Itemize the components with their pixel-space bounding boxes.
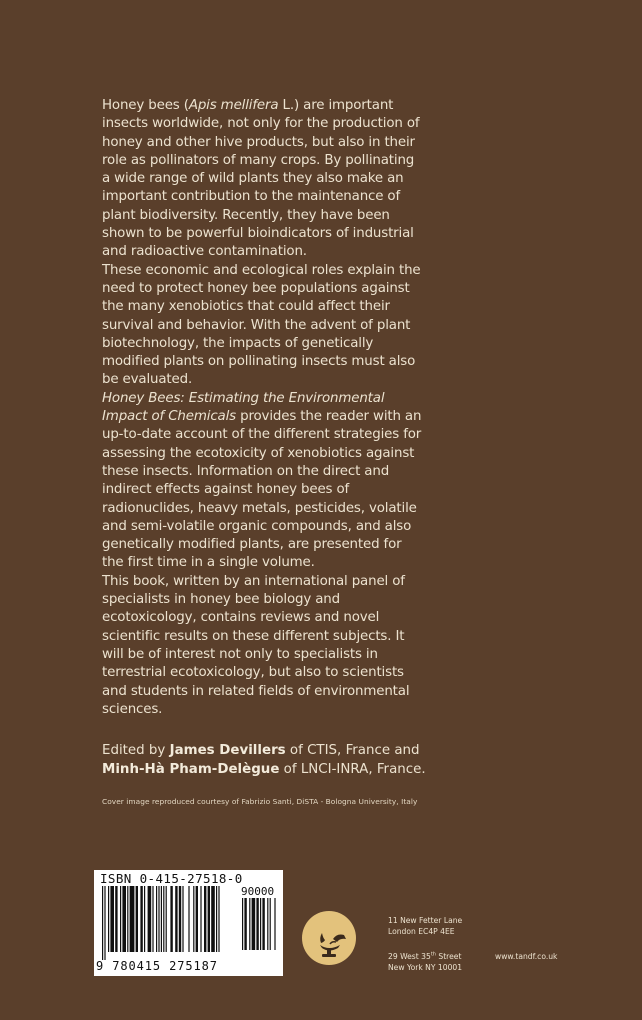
price-code: 90000 [241,885,275,898]
barcode-bar [144,886,145,952]
barcode-bar [244,898,246,950]
barcode-bar [170,886,172,952]
barcode-bar [256,898,258,950]
barcode-bar [274,898,275,950]
ean-number: 9 780415 275187 [96,959,218,973]
barcode-bar [216,886,217,952]
isbn-barcode [94,870,283,976]
barcode-bar [270,898,271,950]
publisher-address-us: 29 West 35th Street New York NY 10001 [388,951,463,972]
barcode-bar [130,886,135,952]
barcode-bar [260,898,261,950]
barcode-bar [193,886,194,952]
barcode-bar [102,886,103,960]
barcode-bar [110,886,114,952]
barcode-bar [175,886,177,952]
barcode-bar [104,886,105,960]
blurb-paragraph-4: This book, written by an international panel of specialists in honey bee biology and ecotoxicology, contains reviews and novel scientific results on these different subjects. It will be of interest not only to specialists in terrestrial ecotoxicology, but also to scientists and students in related fields of environmental sciences. [102,573,410,717]
barcode-bar [208,886,210,952]
barcode-bar [242,898,243,950]
barcode-bar [182,886,183,952]
barcode-bar [196,886,198,952]
cover-image-credit: Cover image reproduced courtesy of Fabrizio Santi, DiSTA - Bologna University, Italy [102,797,418,806]
species-name: Apis mellifera [188,98,279,113]
barcode-bar [158,886,159,952]
isbn-number: ISBN 0-415-27518-0 [100,871,243,886]
barcode-bar [179,886,181,952]
barcode-bar [252,898,256,950]
barcode-bar [152,886,153,952]
barcode-bar [115,886,117,952]
barcode-bar [163,886,164,952]
barcode-bar [108,886,109,952]
barcode-bar [166,886,167,952]
publisher-website: www.tandf.co.uk [495,952,558,961]
barcode-bar [148,886,152,952]
barcode-bars [102,886,234,960]
barcode-bar [136,886,138,952]
barcode-bar [218,886,219,952]
blurb-paragraph-2: These economic and ecological roles explain the need to protect honey bee populations against the many xenobiotics that could affect their survival and behavior. With the advent of plant biotechnology, the impacts of genetically modified plants on pollinating insects must also be evaluated. [102,262,421,388]
editors-statement: Edited by James Devillers of CTIS, France and Minh-Hà Pham-Delègue of LNCI-INRA, France. [102,743,426,777]
publisher-address-uk: 11 New Fetter Lane London EC4P 4EE [388,916,463,936]
back-cover-blurb [102,97,422,719]
barcode-bar [122,886,126,952]
barcode-bar [140,886,142,952]
barcode-bar [262,898,264,950]
barcode-bar [156,886,157,952]
editor-name: James Devillers [169,743,286,758]
barcode-bar [204,886,206,952]
barcode-bar [127,886,128,952]
lamp-and-hand-logo-icon [302,911,356,965]
barcode-bar [161,886,162,952]
barcode-bar [120,886,121,952]
barcode-bar [211,886,215,952]
editor-name: Minh-Hà Pham-Delègue [102,762,280,777]
barcode-bar [188,886,189,952]
barcode-bar [200,886,201,952]
barcode-addon-bars [242,898,278,958]
barcode-bar [249,898,250,950]
blurb-paragraph-3: Honey Bees: Estimating the Environmental Impact of Chemicals provides the reader with an up-to-date account of the different strategies for assessing the ecotoxicity of xenobiotics against these insects. Information on the direct and indirect effects against honey bees of radionuclides, heavy metals, pesticides, volatile and semi-volatile organic compounds, and also genetically modified plants, are presented for the first time in a single volume. [102,390,422,571]
barcode-bar [267,898,268,950]
blurb-paragraph-1: Honey bees (Apis mellifera L.) are important insects worldwide, not only for the production of honey and other hive products, but also in their role as pollinators of many crops. By pollinating a wide range of wild plants they also make an important contribution to the maintenance of plant biodiversity. Recently, they have been shown to be powerful bioindicators of industrial and radioactive contamination. [102,98,420,260]
book-title: Honey Bees: Estimating the Environmental Impact of Chemicals [102,390,385,425]
